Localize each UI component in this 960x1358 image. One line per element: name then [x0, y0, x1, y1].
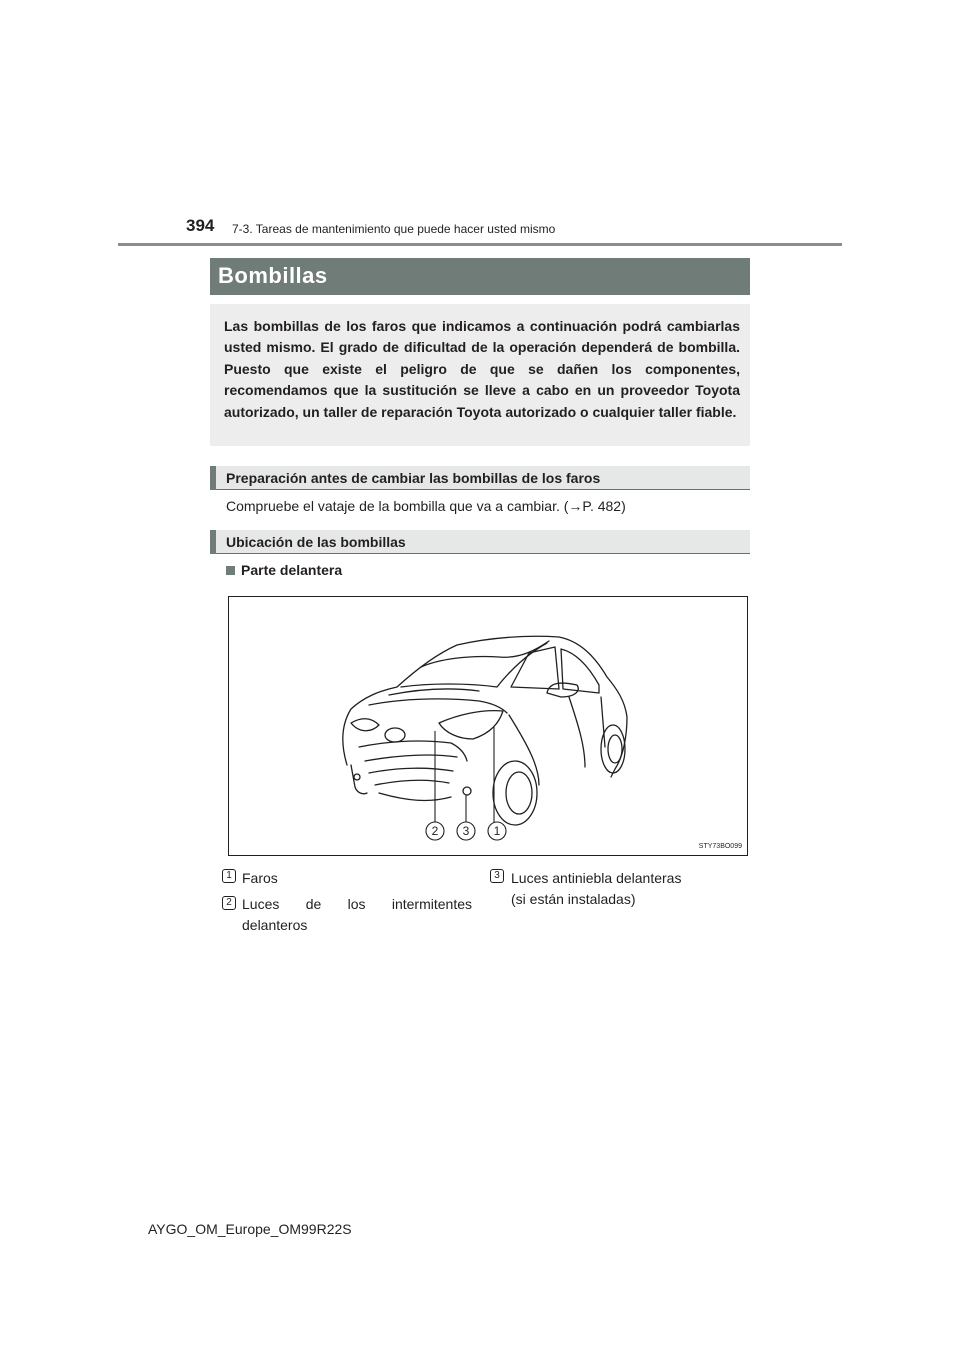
page-number: 394: [186, 216, 215, 235]
location-heading-bar: [210, 530, 750, 554]
heading-accent: [210, 466, 216, 490]
car-figure: [228, 596, 748, 856]
legend-text-3b: (si están instaladas): [511, 891, 636, 907]
section-header: 7-3. Tareas de mantenimiento que puede hacer usted mismo: [232, 222, 556, 236]
callout-label-2: 2: [431, 824, 439, 838]
prep-text: Compruebe el vataje de la bombilla que va a cambiar. (→P. 482): [226, 498, 626, 514]
legend-text-2b: delanteros: [242, 917, 308, 933]
figure-code: STY73BO099: [698, 843, 742, 850]
legend-badge-2: 2: [222, 896, 236, 910]
legend-text-2a: Luces de los intermitentes: [242, 896, 472, 912]
legend-badge-3: 3: [490, 869, 504, 883]
heading-accent: [210, 530, 216, 554]
page-title: Bombillas: [218, 263, 328, 288]
square-bullet-icon: [226, 566, 235, 575]
footer-doc-id: AYGO_OM_Europe_OM99R22S: [148, 1221, 352, 1237]
intro-text: Las bombillas de los faros que indicamos a continuación podrá cambiarlas usted mismo. El grado de dificultad de la operación dependerá de bombilla. Puesto que existe el peligro de que se dañen los componentes, recomendamos que la sustitución se lleve a cabo en un proveedor Toyota autorizado, un taller de reparación Toyota autorizado o cualquier taller fiable.: [224, 318, 740, 420]
intro-box: [210, 304, 750, 446]
prep-heading-bar: [210, 466, 750, 490]
legend-text-3a: Luces antiniebla delanteras: [511, 870, 682, 886]
header-rule: [118, 243, 842, 246]
prep-heading: Preparación antes de cambiar las bombillas de los faros: [226, 470, 601, 486]
location-heading: Ubicación de las bombillas: [226, 534, 406, 550]
callout-label-1: 1: [493, 824, 501, 838]
callout-label-3: 3: [462, 824, 470, 838]
legend-text-1: Faros: [242, 870, 278, 886]
car-illustration: [229, 597, 747, 855]
legend-badge-1: 1: [222, 869, 236, 883]
title-bar: [210, 258, 750, 295]
front-subheading-text: Parte delantera: [241, 562, 343, 578]
front-subheading: [226, 562, 342, 578]
